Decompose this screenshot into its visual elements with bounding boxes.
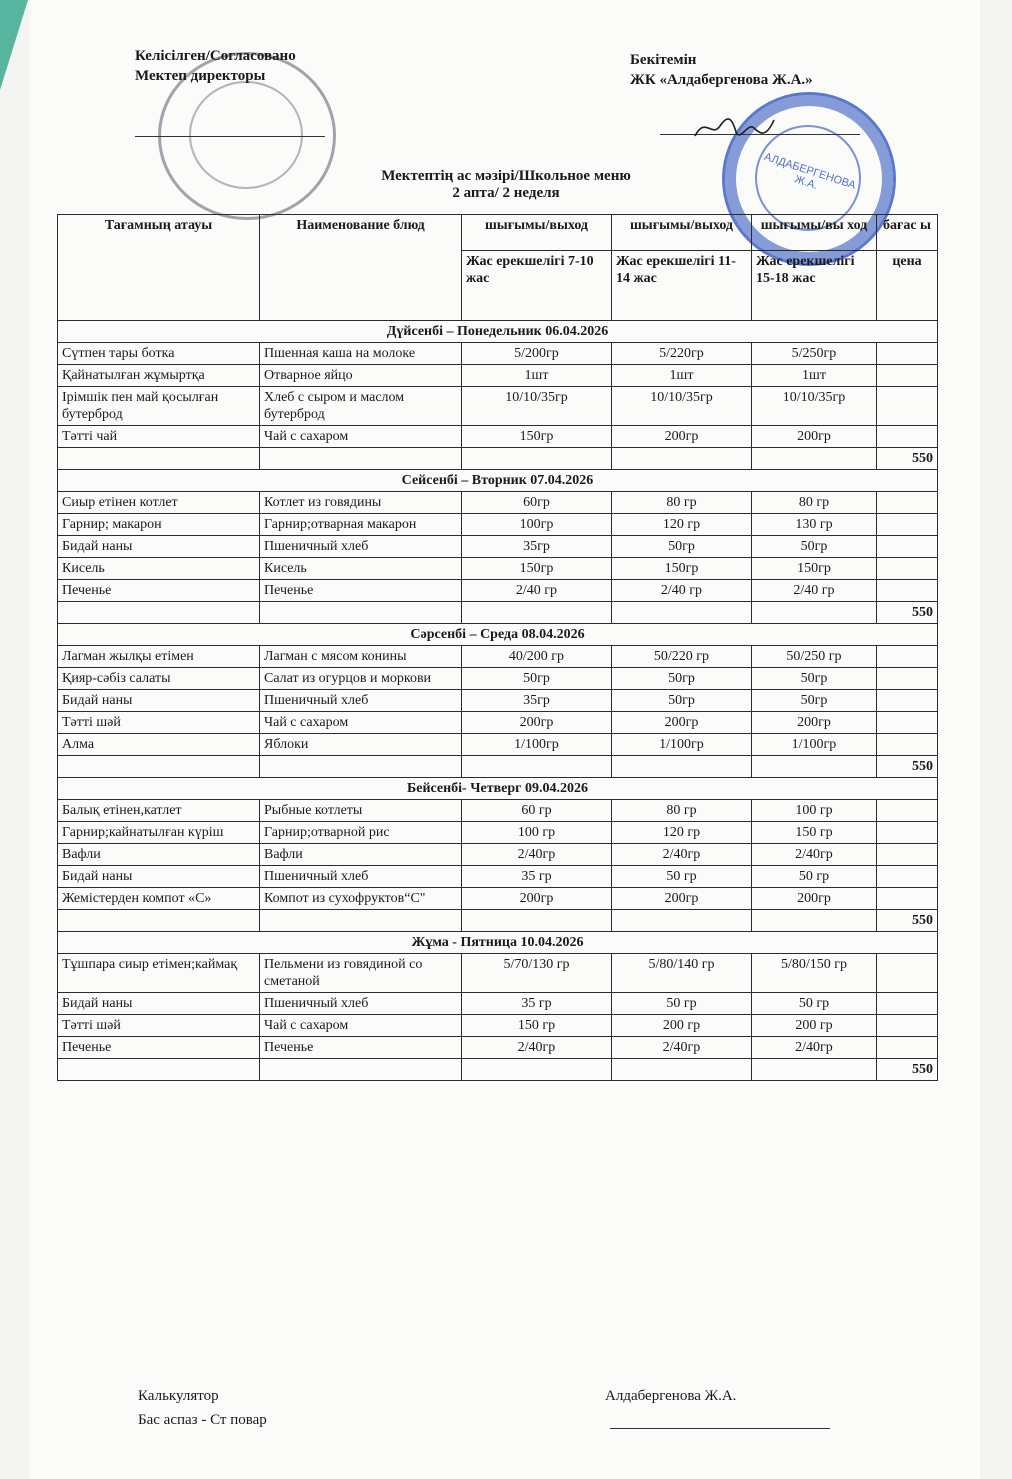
price-cell xyxy=(877,387,938,426)
dish-name-kz: Вафли xyxy=(58,844,260,866)
portion-11-14: 10/10/35гр xyxy=(612,387,752,426)
portion-11-14: 200гр xyxy=(612,712,752,734)
portion-11-14: 50гр xyxy=(612,536,752,558)
dish-row xyxy=(58,866,938,888)
dish-name-kz: Тәтті шәй xyxy=(58,1015,260,1037)
portion-7-10: 1/100гр xyxy=(462,734,612,756)
empty-cell xyxy=(260,1059,462,1081)
director-label: Мектеп директоры xyxy=(135,68,266,84)
empty-cell xyxy=(612,756,752,778)
col-header-ru: Наименование блюд xyxy=(260,215,462,321)
portion-15-18: 50/250 гр xyxy=(752,646,877,668)
dish-name-kz: Печенье xyxy=(58,1037,260,1059)
price-cell xyxy=(877,646,938,668)
age-group-1: Жас ерекшелігі 7-10 жас xyxy=(462,251,612,321)
portion-7-10: 100гр xyxy=(462,514,612,536)
dish-name-kz: Тұшпара сиыр етімен;каймақ xyxy=(58,954,260,993)
corner-fold xyxy=(0,0,28,90)
portion-7-10: 60гр xyxy=(462,492,612,514)
portion-11-14: 200гр xyxy=(612,888,752,910)
portion-7-10: 200гр xyxy=(462,712,612,734)
price-cell xyxy=(877,993,938,1015)
dish-name-ru: Гарнир;отварной рис xyxy=(260,822,462,844)
empty-cell xyxy=(462,1059,612,1081)
portion-11-14: 80 гр xyxy=(612,800,752,822)
dish-name-ru: Котлет из говядины xyxy=(260,492,462,514)
dish-name-kz: Тәтті чай xyxy=(58,426,260,448)
portion-7-10: 100 гр xyxy=(462,822,612,844)
day-title: Дүйсенбі – Понедельник 06.04.2026 xyxy=(58,321,938,343)
dish-name-kz: Сүтпен тары ботка xyxy=(58,343,260,365)
portion-15-18: 50 гр xyxy=(752,866,877,888)
price-cell xyxy=(877,844,938,866)
empty-cell xyxy=(260,910,462,932)
chef-signature-line xyxy=(610,1428,830,1429)
dish-name-ru: Яблоки xyxy=(260,734,462,756)
portion-15-18: 50 гр xyxy=(752,993,877,1015)
footer-right xyxy=(605,1384,736,1408)
portion-7-10: 35 гр xyxy=(462,993,612,1015)
dish-row xyxy=(58,536,938,558)
price-cell xyxy=(877,1015,938,1037)
portion-7-10: 200гр xyxy=(462,888,612,910)
day-total-row xyxy=(58,756,938,778)
portion-15-18: 50гр xyxy=(752,690,877,712)
dish-row xyxy=(58,646,938,668)
week-subtitle: 2 апта/ 2 неделя xyxy=(452,185,560,201)
empty-cell xyxy=(58,448,260,470)
dish-row xyxy=(58,580,938,602)
empty-cell xyxy=(752,756,877,778)
portion-11-14: 200гр xyxy=(612,426,752,448)
dish-name-kz: Тәтті шәй xyxy=(58,712,260,734)
day-header-row xyxy=(58,321,938,343)
portion-7-10: 150гр xyxy=(462,558,612,580)
dish-name-kz: Жемістерден компот «С» xyxy=(58,888,260,910)
day-total-price: 550 xyxy=(877,756,938,778)
portion-15-18: 2/40гр xyxy=(752,844,877,866)
dish-name-ru: Пшеничный хлеб xyxy=(260,993,462,1015)
day-header-row xyxy=(58,624,938,646)
empty-cell xyxy=(260,448,462,470)
dish-row xyxy=(58,492,938,514)
dish-name-ru: Отварное яйцо xyxy=(260,365,462,387)
dish-name-ru: Лагман с мясом конины xyxy=(260,646,462,668)
price-cell xyxy=(877,734,938,756)
empty-cell xyxy=(58,1059,260,1081)
agreed-label: Келісілген/Согласовано xyxy=(135,48,296,64)
day-total-price: 550 xyxy=(877,602,938,624)
empty-cell xyxy=(58,756,260,778)
price-cell xyxy=(877,690,938,712)
portion-7-10: 35гр xyxy=(462,536,612,558)
day-total-price: 550 xyxy=(877,910,938,932)
empty-cell xyxy=(612,602,752,624)
price-cell xyxy=(877,365,938,387)
portion-11-14: 1/100гр xyxy=(612,734,752,756)
portion-7-10: 50гр xyxy=(462,668,612,690)
portion-7-10: 2/40 гр xyxy=(462,580,612,602)
dish-row xyxy=(58,993,938,1015)
dish-name-kz: Алма xyxy=(58,734,260,756)
price-cell xyxy=(877,954,938,993)
approval-left xyxy=(135,46,296,86)
dish-name-kz: Кисель xyxy=(58,558,260,580)
portion-11-14: 200 гр xyxy=(612,1015,752,1037)
portion-11-14: 50 гр xyxy=(612,993,752,1015)
dish-row xyxy=(58,668,938,690)
age-group-2: Жас ерекшелігі 11-14 жас xyxy=(612,251,752,321)
portion-11-14: 5/220гр xyxy=(612,343,752,365)
menu-body xyxy=(58,321,938,1081)
empty-cell xyxy=(612,910,752,932)
price-cell xyxy=(877,712,938,734)
dish-name-kz: Бидай наны xyxy=(58,536,260,558)
empty-cell xyxy=(612,448,752,470)
price-cell xyxy=(877,822,938,844)
price-cell xyxy=(877,343,938,365)
signature-mark xyxy=(690,108,780,148)
portion-15-18: 150 гр xyxy=(752,822,877,844)
portion-11-14: 50/220 гр xyxy=(612,646,752,668)
portion-15-18: 200 гр xyxy=(752,1015,877,1037)
portion-15-18: 150гр xyxy=(752,558,877,580)
approver-name: ЖК «Алдабергенова Ж.А.» xyxy=(630,72,813,88)
dish-name-kz: Сиыр етінен котлет xyxy=(58,492,260,514)
chef-label: Бас аспаз - Ст повар xyxy=(138,1412,267,1428)
calculator-name: Алдабергенова Ж.А. xyxy=(605,1388,737,1404)
dish-name-kz: Гарнир;кайнатылған күріш xyxy=(58,822,260,844)
empty-cell xyxy=(58,910,260,932)
portion-15-18: 80 гр xyxy=(752,492,877,514)
price-cell xyxy=(877,514,938,536)
portion-7-10: 60 гр xyxy=(462,800,612,822)
dish-name-kz: Гарнир; макарон xyxy=(58,514,260,536)
col-header-price-ru: цена xyxy=(877,251,938,321)
day-title: Бейсенбі- Четверг 09.04.2026 xyxy=(58,778,938,800)
dish-row xyxy=(58,426,938,448)
day-total-price: 550 xyxy=(877,1059,938,1081)
portion-11-14: 2/40 гр xyxy=(612,580,752,602)
menu-table xyxy=(57,214,938,1081)
portion-7-10: 10/10/35гр xyxy=(462,387,612,426)
portion-7-10: 150 гр xyxy=(462,1015,612,1037)
portion-11-14: 5/80/140 гр xyxy=(612,954,752,993)
approval-right xyxy=(630,50,813,90)
day-total-row xyxy=(58,602,938,624)
portion-15-18: 1/100гр xyxy=(752,734,877,756)
portion-11-14: 150гр xyxy=(612,558,752,580)
portion-15-18: 5/80/150 гр xyxy=(752,954,877,993)
day-header-row xyxy=(58,778,938,800)
dish-name-kz: Қайнатылған жұмыртқа xyxy=(58,365,260,387)
dish-name-kz: Бидай наны xyxy=(58,993,260,1015)
dish-row xyxy=(58,1037,938,1059)
portion-7-10: 35 гр xyxy=(462,866,612,888)
portion-11-14: 2/40гр xyxy=(612,1037,752,1059)
empty-cell xyxy=(752,910,877,932)
dish-name-kz: Бидай наны xyxy=(58,866,260,888)
dish-name-ru: Гарнир;отварная макарон xyxy=(260,514,462,536)
col-header-output-2: шығымы/выход xyxy=(612,215,752,251)
dish-name-ru: Пшеничный хлеб xyxy=(260,690,462,712)
portion-15-18: 200гр xyxy=(752,888,877,910)
dish-row xyxy=(58,954,938,993)
dish-name-kz: Бидай наны xyxy=(58,690,260,712)
empty-cell xyxy=(752,448,877,470)
director-signature-line xyxy=(135,136,325,137)
dish-name-ru: Печенье xyxy=(260,580,462,602)
day-total-row xyxy=(58,910,938,932)
dish-row xyxy=(58,734,938,756)
dish-name-ru: Кисель xyxy=(260,558,462,580)
dish-row xyxy=(58,365,938,387)
dish-row xyxy=(58,343,938,365)
portion-15-18: 200гр xyxy=(752,426,877,448)
portion-7-10: 40/200 гр xyxy=(462,646,612,668)
price-cell xyxy=(877,580,938,602)
day-total-price: 550 xyxy=(877,448,938,470)
empty-cell xyxy=(462,910,612,932)
dish-name-kz: Печенье xyxy=(58,580,260,602)
empty-cell xyxy=(260,756,462,778)
empty-cell xyxy=(58,602,260,624)
stamp-text: АЛДАБЕРГЕНОВА Ж.А. xyxy=(762,150,858,193)
portion-11-14: 80 гр xyxy=(612,492,752,514)
day-total-row xyxy=(58,1059,938,1081)
day-title: Жұма - Пятница 10.04.2026 xyxy=(58,932,938,954)
footer-left xyxy=(138,1384,267,1432)
portion-15-18: 1шт xyxy=(752,365,877,387)
dish-name-ru: Пшеничный хлеб xyxy=(260,866,462,888)
portion-11-14: 1шт xyxy=(612,365,752,387)
empty-cell xyxy=(612,1059,752,1081)
portion-15-18: 10/10/35гр xyxy=(752,387,877,426)
dish-name-ru: Пельмени из говядиной со сметаной xyxy=(260,954,462,993)
age-group-3: Жас ерекшелігі 15-18 жас xyxy=(752,251,877,321)
dish-name-ru: Хлеб с сыром и маслом бутерброд xyxy=(260,387,462,426)
dish-name-ru: Печенье xyxy=(260,1037,462,1059)
portion-11-14: 50гр xyxy=(612,668,752,690)
dish-row xyxy=(58,1015,938,1037)
dish-name-kz: Қияр-сәбіз салаты xyxy=(58,668,260,690)
dish-name-ru: Рыбные котлеты xyxy=(260,800,462,822)
dish-name-ru: Пшенная каша на молоке xyxy=(260,343,462,365)
portion-15-18: 50гр xyxy=(752,668,877,690)
portion-7-10: 2/40гр xyxy=(462,844,612,866)
price-cell xyxy=(877,558,938,580)
day-total-row xyxy=(58,448,938,470)
dish-name-kz: Ірімшік пен май қосылған бутерброд xyxy=(58,387,260,426)
portion-15-18: 100 гр xyxy=(752,800,877,822)
dish-name-ru: Пшеничный хлеб xyxy=(260,536,462,558)
day-header-row xyxy=(58,470,938,492)
dish-name-kz: Лагман жылқы етімен xyxy=(58,646,260,668)
portion-11-14: 120 гр xyxy=(612,514,752,536)
approved-label: Бекітемін xyxy=(630,52,697,68)
price-cell xyxy=(877,866,938,888)
dish-name-ru: Чай с сахаром xyxy=(260,1015,462,1037)
portion-11-14: 120 гр xyxy=(612,822,752,844)
portion-15-18: 2/40гр xyxy=(752,1037,877,1059)
portion-15-18: 130 гр xyxy=(752,514,877,536)
col-header-kz: Тағамның атауы xyxy=(58,215,260,321)
portion-7-10: 35гр xyxy=(462,690,612,712)
portion-11-14: 2/40гр xyxy=(612,844,752,866)
price-cell xyxy=(877,668,938,690)
portion-11-14: 50гр xyxy=(612,690,752,712)
dish-name-ru: Вафли xyxy=(260,844,462,866)
portion-15-18: 5/250гр xyxy=(752,343,877,365)
dish-row xyxy=(58,888,938,910)
portion-7-10: 2/40гр xyxy=(462,1037,612,1059)
dish-row xyxy=(58,558,938,580)
empty-cell xyxy=(260,602,462,624)
col-header-price-kz: бағас ы xyxy=(877,215,938,251)
portion-15-18: 200гр xyxy=(752,712,877,734)
col-header-output-1: шығымы/выход xyxy=(462,215,612,251)
price-cell xyxy=(877,426,938,448)
dish-row xyxy=(58,690,938,712)
dish-name-ru: Компот из сухофруктов“С" xyxy=(260,888,462,910)
dish-row xyxy=(58,800,938,822)
portion-7-10: 5/200гр xyxy=(462,343,612,365)
empty-cell xyxy=(462,448,612,470)
price-cell xyxy=(877,1037,938,1059)
price-cell xyxy=(877,492,938,514)
portion-15-18: 50гр xyxy=(752,536,877,558)
portion-7-10: 1шт xyxy=(462,365,612,387)
dish-row xyxy=(58,387,938,426)
day-header-row xyxy=(58,932,938,954)
dish-name-kz: Балық етінен,катлет xyxy=(58,800,260,822)
day-title: Сейсенбі – Вторник 07.04.2026 xyxy=(58,470,938,492)
price-cell xyxy=(877,888,938,910)
dish-row xyxy=(58,712,938,734)
dish-row xyxy=(58,514,938,536)
dish-row xyxy=(58,844,938,866)
dish-name-ru: Салат из огурцов и моркови xyxy=(260,668,462,690)
day-title: Сәрсенбі – Среда 08.04.2026 xyxy=(58,624,938,646)
dish-name-ru: Чай с сахаром xyxy=(260,426,462,448)
col-header-output-3: шығымы/вы ход xyxy=(752,215,877,251)
menu-title: Мектептің ас мәзірі/Школьное меню xyxy=(381,168,631,184)
price-cell xyxy=(877,536,938,558)
portion-7-10: 150гр xyxy=(462,426,612,448)
portion-15-18: 2/40 гр xyxy=(752,580,877,602)
dish-name-ru: Чай с сахаром xyxy=(260,712,462,734)
empty-cell xyxy=(462,602,612,624)
price-cell xyxy=(877,800,938,822)
portion-11-14: 50 гр xyxy=(612,866,752,888)
calculator-label: Калькулятор xyxy=(138,1388,219,1404)
empty-cell xyxy=(752,1059,877,1081)
empty-cell xyxy=(462,756,612,778)
dish-row xyxy=(58,822,938,844)
empty-cell xyxy=(752,602,877,624)
portion-7-10: 5/70/130 гр xyxy=(462,954,612,993)
